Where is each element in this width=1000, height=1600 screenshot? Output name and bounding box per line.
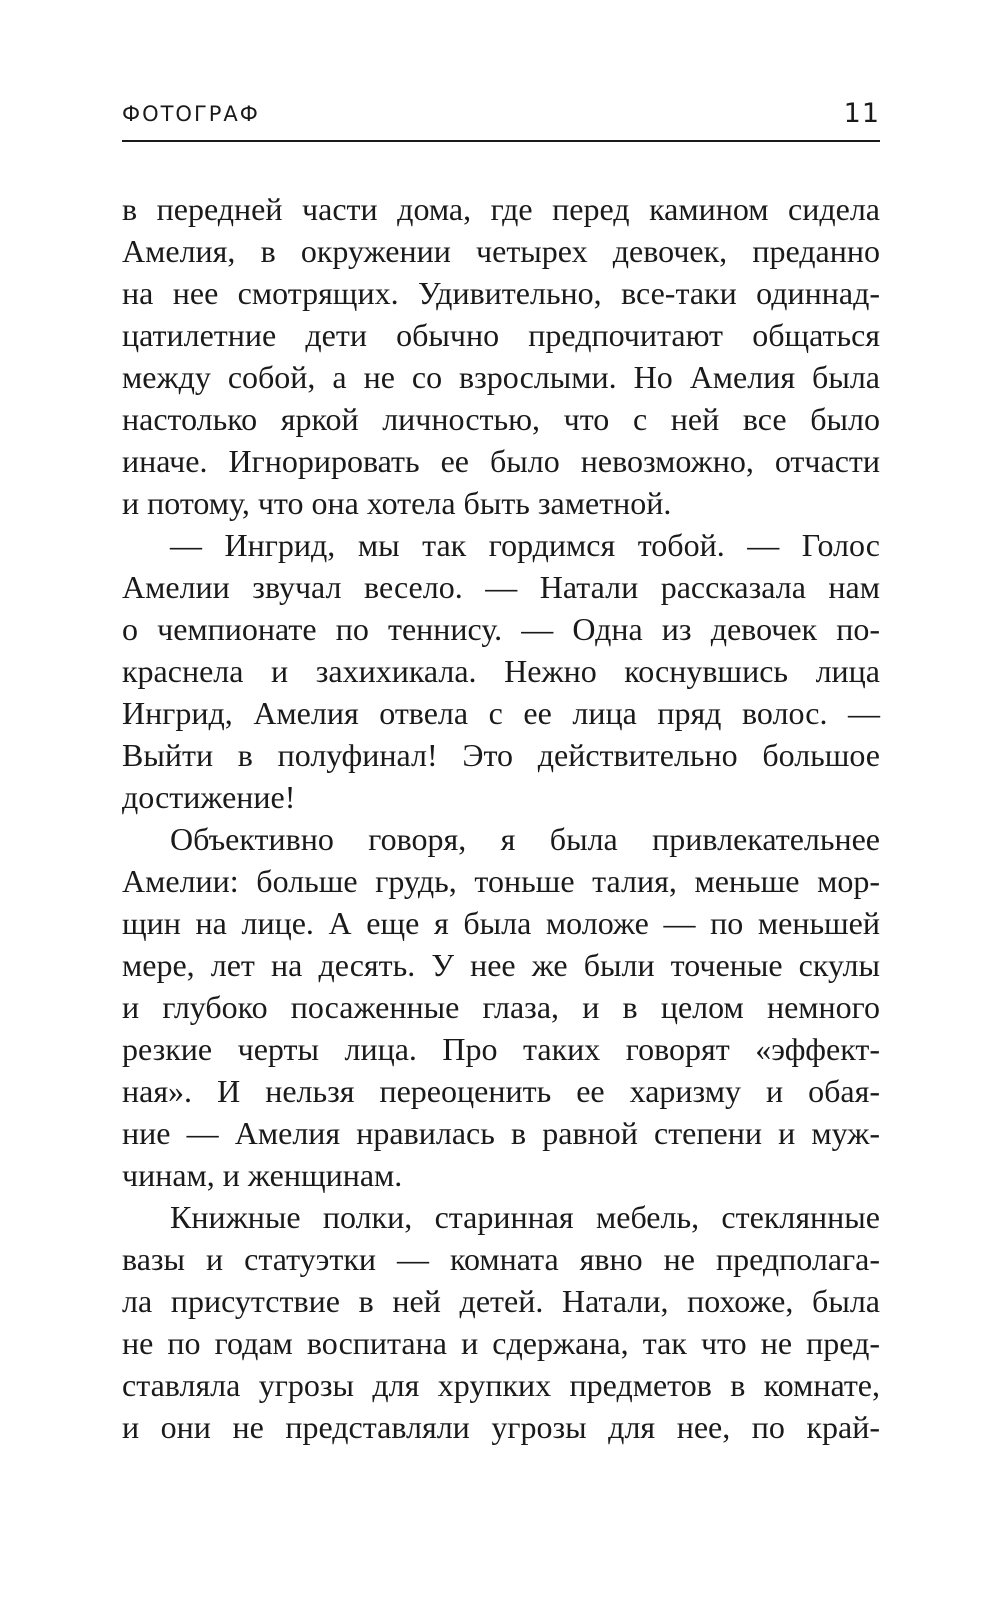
text-line: достижение! [122,779,296,815]
text-line: и глубоко посаженные глаза, и в целом немного [122,989,880,1025]
text-line: ставляла угрозы для хрупких предметов в комнате, [122,1367,880,1403]
text-line: цатилетние дети обычно предпочитают общаться [122,317,880,353]
text-line: не по годам воспитана и сдержана, так что не пред- [122,1325,880,1361]
text-line: Амелия, в окружении четырех девочек, преданно [122,233,880,269]
paragraph [122,818,880,1196]
text-line: и они не представляли угрозы для нее, по край- [122,1409,880,1445]
text-line: между собой, а не со взрослыми. Но Амелия была [122,359,880,395]
paragraph [122,524,880,818]
book-title: ФОТОГРАФ [122,102,260,126]
paragraph [122,188,880,524]
text-line: — Ингрид, мы так гордимся тобой. — Голос [170,527,880,563]
text-line: в передней части дома, где перед камином сидела [122,191,880,227]
text-line: ная». И нельзя переоценить ее харизму и обая- [122,1073,880,1109]
running-header [122,98,880,142]
text-line: ние — Амелия нравилась в равной степени и муж- [122,1115,880,1151]
text-line: мере, лет на десять. У нее же были точеные скулы [122,947,880,983]
text-line: щин на лице. А еще я была моложе — по меньшей [122,905,880,941]
text-line: и потому, что она хотела быть заметной. [122,485,672,521]
body-text [122,188,880,1448]
text-line: резкие черты лица. Про таких говорят «эффект- [122,1031,880,1067]
text-line: иначе. Игнорировать ее было невозможно, отчасти [122,443,880,479]
text-line: Объективно говоря, я была привлекательнее [170,821,880,857]
page-number: 11 [843,98,880,129]
text-line: краснела и захихикала. Нежно коснувшись лица [122,653,880,689]
text-line: чинам, и женщинам. [122,1157,403,1193]
text-line: Амелии звучал весело. — Натали рассказала нам [122,569,880,605]
text-line: ла присутствие в ней детей. Натали, похоже, была [122,1283,880,1319]
paragraph [122,1196,880,1448]
text-line: Амелии: больше грудь, тоньше талия, меньше мор- [122,863,880,899]
text-line: Выйти в полуфинал! Это действительно большое [122,737,880,773]
text-line: Ингрид, Амелия отвела с ее лица пряд волос. — [122,695,880,731]
text-line: на нее смотрящих. Удивительно, все-таки одиннад- [122,275,880,311]
text-line: вазы и статуэтки — комната явно не предполага- [122,1241,880,1277]
text-line: о чемпионате по теннису. — Одна из девочек по- [122,611,880,647]
text-line: настолько яркой личностью, что с ней все было [122,401,880,437]
text-line: Книжные полки, старинная мебель, стеклянные [170,1199,880,1235]
